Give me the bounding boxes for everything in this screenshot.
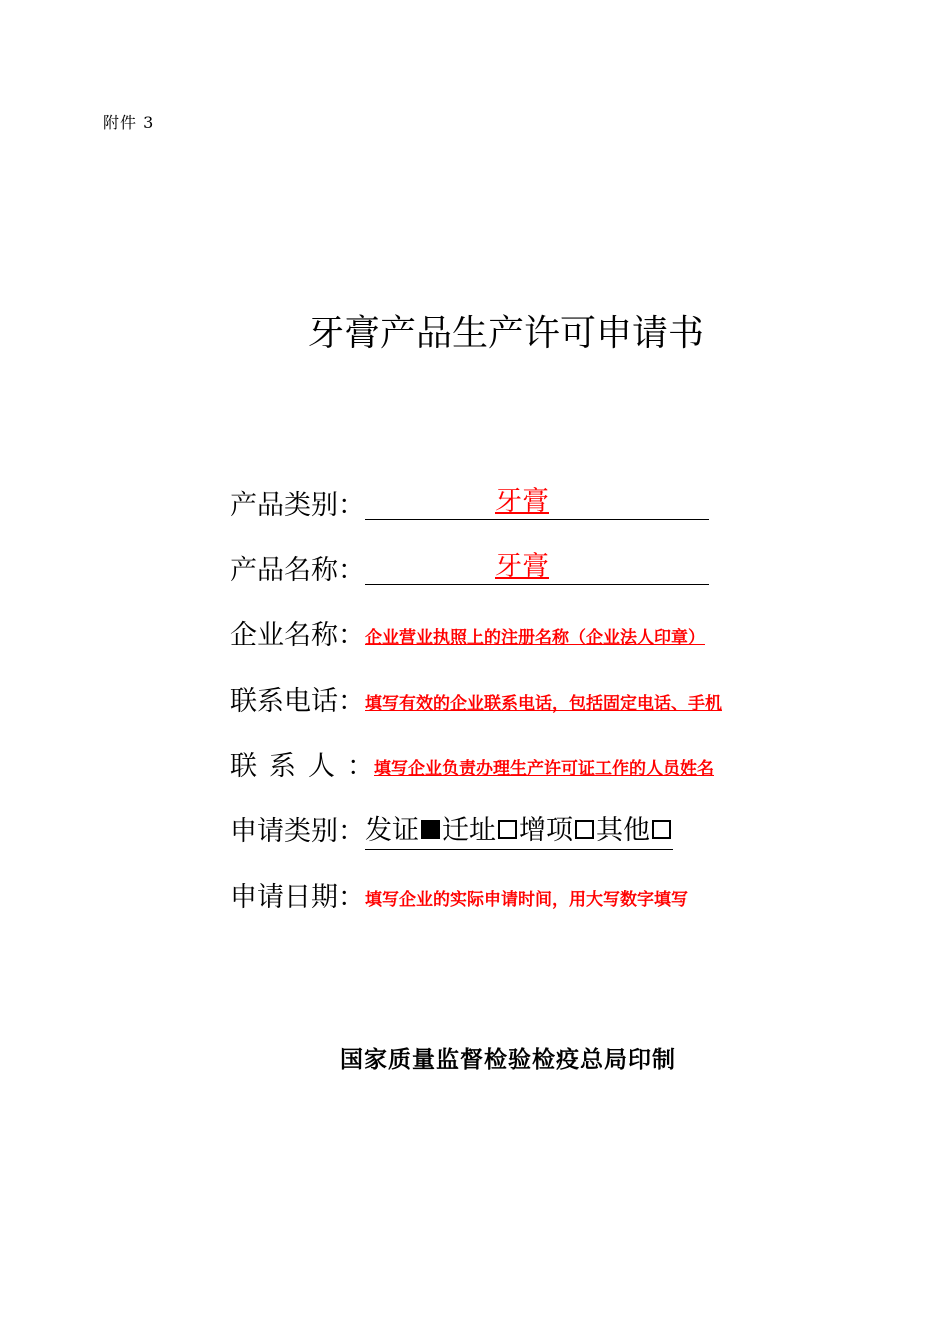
application-type-label-text: 申请类别: [230, 816, 338, 847]
option-add-item-label: 增项: [519, 815, 573, 846]
contact-phone-label: [230, 684, 365, 720]
application-date-label: [230, 880, 365, 916]
contact-phone-label-text: 联系电话: [230, 686, 338, 717]
option-other-label: 其他: [596, 815, 650, 846]
checked-box-icon[interactable]: [421, 820, 440, 839]
option-issue-label: 发证: [365, 815, 419, 846]
product-name-colon: ：: [338, 555, 365, 586]
option-other[interactable]: [596, 813, 673, 849]
field-application-date: [230, 876, 688, 916]
option-relocation[interactable]: [442, 813, 519, 849]
company-name-colon: ：: [338, 620, 365, 651]
product-name-label-text: 产品名称: [230, 555, 338, 586]
document-title: 牙膏产品生产许可申请书: [308, 313, 705, 354]
checkbox-icon[interactable]: [498, 820, 517, 839]
field-contact-person: [230, 745, 714, 785]
contact-person-label: [230, 749, 374, 785]
application-date-label-text: 申请日期: [230, 882, 338, 913]
product-name-input[interactable]: [365, 548, 709, 585]
attachment-label: 附件 3: [103, 113, 155, 132]
company-name-label: [230, 618, 365, 654]
application-type-colon: ：: [338, 816, 365, 847]
option-add-item[interactable]: [519, 813, 596, 849]
checkbox-icon[interactable]: [575, 820, 594, 839]
field-contact-phone: [230, 680, 722, 720]
product-category-colon: ：: [338, 490, 365, 521]
product-category-label: [230, 488, 365, 524]
product-category-label-text: 产品类别: [230, 490, 338, 521]
application-date-colon: ：: [338, 882, 365, 913]
field-product-category: [230, 484, 709, 524]
product-category-value: 牙膏: [495, 486, 549, 517]
field-application-type: [230, 810, 673, 850]
product-name-value: 牙膏: [495, 551, 549, 582]
application-type-options: [365, 813, 673, 850]
field-product-name: [230, 549, 709, 589]
application-date-hint[interactable]: 填写企业的实际申请时间，用大写数字填写: [365, 890, 688, 910]
option-relocation-label: 迁址: [442, 815, 496, 846]
field-company-name: [230, 614, 705, 654]
contact-person-hint[interactable]: 填写企业负责办理生产许可证工作的人员姓名: [374, 759, 714, 779]
product-name-label: [230, 553, 365, 589]
contact-person-label-text: 联系人: [230, 751, 347, 782]
contact-person-colon: ：: [347, 751, 374, 782]
company-name-hint[interactable]: 企业营业执照上的注册名称（企业法人印章）: [365, 628, 705, 648]
contact-phone-hint[interactable]: 填写有效的企业联系电话，包括固定电话、手机: [365, 694, 722, 714]
checkbox-icon[interactable]: [652, 820, 671, 839]
company-name-label-text: 企业名称: [230, 620, 338, 651]
product-category-input[interactable]: [365, 483, 709, 520]
contact-phone-colon: ：: [338, 686, 365, 717]
application-type-label: [230, 814, 365, 850]
issuer-footer: 国家质量监督检验检疫总局印制: [340, 1046, 676, 1073]
option-issue[interactable]: [365, 813, 442, 849]
